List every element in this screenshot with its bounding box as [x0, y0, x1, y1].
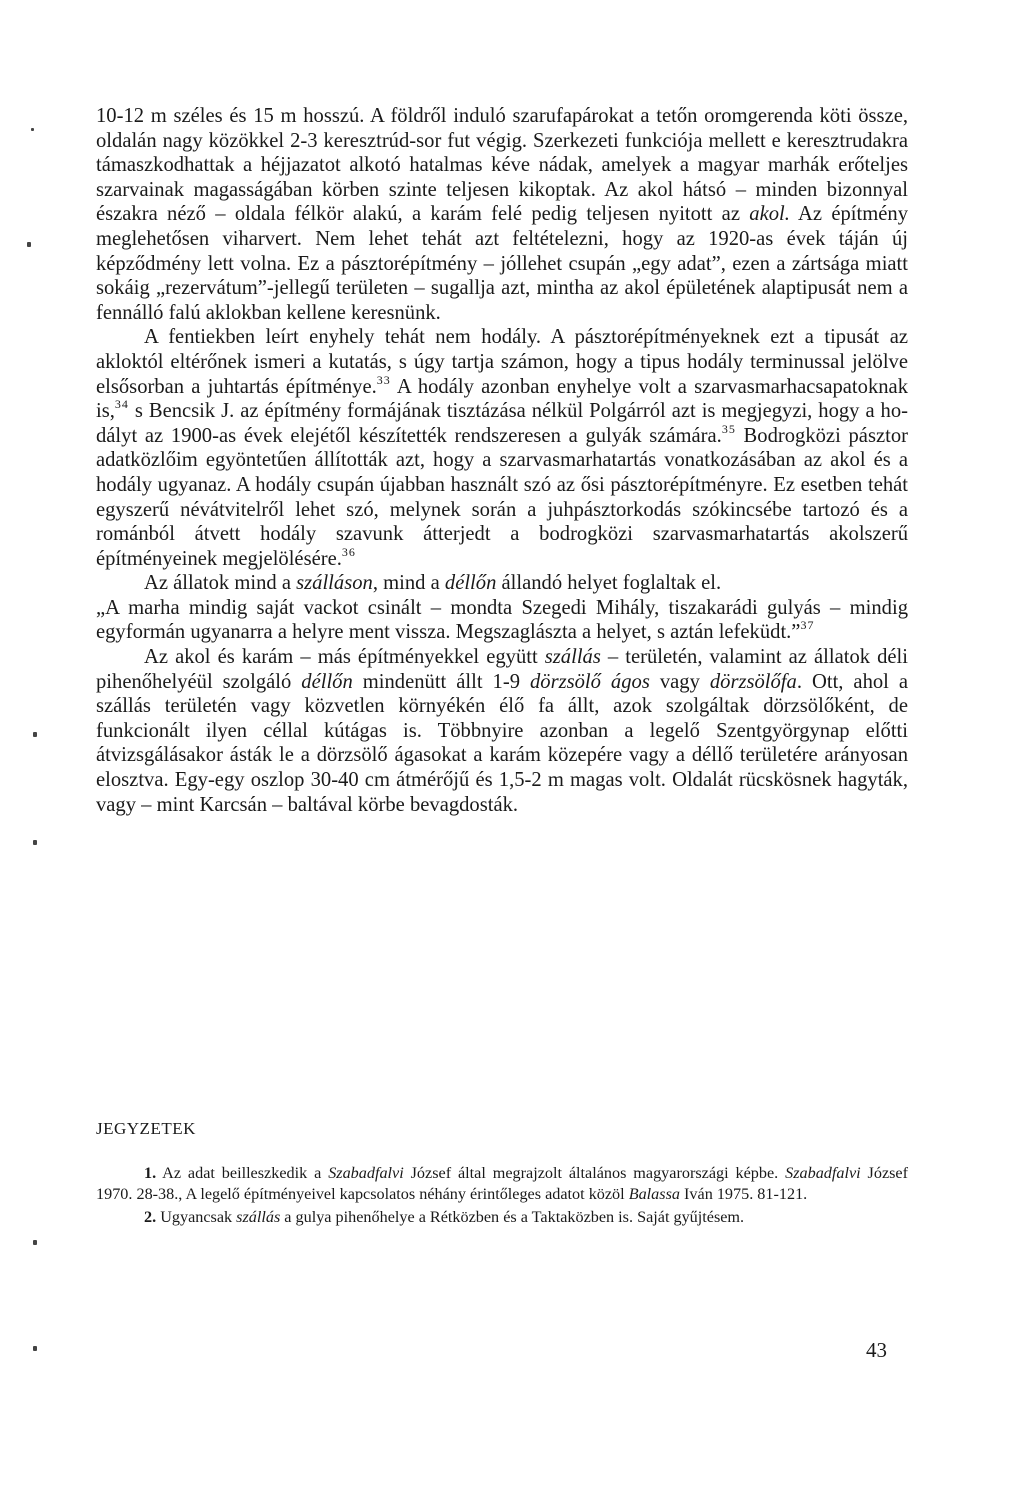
- page-number: 43: [866, 1338, 887, 1362]
- main-text: [96, 104, 908, 817]
- footnote-text: Az adat beilleszkedik a Szabadfalvi József által megrajzolt általános magyarországi képbe. Szabadfalvi József 1970. 28-38., A legelő építményeivel kapcsolatos néhány érintőleges adatot közöl Balassa Iván 1975. 81-121.: [96, 1164, 909, 1203]
- page-body: [96, 104, 908, 817]
- margin-speck: [31, 128, 34, 131]
- footnote: [96, 1163, 908, 1205]
- footnote-number: 2.: [144, 1207, 157, 1226]
- margin-speck: [33, 1240, 37, 1245]
- footnote: [96, 1207, 908, 1228]
- footnotes: [96, 1163, 908, 1229]
- margin-speck: [27, 242, 31, 247]
- footnote-text: Ugyancsak szállás a gulya pihenőhelye a Rétközben és a Taktaközben is. Saját gyűjtésem.: [156, 1207, 745, 1226]
- paragraph: 10-12 m széles és 15 m hosszú. A földről induló szarufapárokat a tetőn oromgerenda köti össze, oldalán nagy közökkel 2-3 keresztrúd-sor fut végig. Szerkezeti funkciója mellett e keresztrudakra támaszkodhattak a héjjazatot alkotó hatalmas kéve nádak, amelyek a magyar marhák erőteljes szarvainak magasságában körben szinte teljesen kikoptak. Az akol hátsó – minden bizonnyal északra néző – oldala félkör alakú, a karám felé pedig teljesen nyitott az akol. Az építmény meglehetősen viharvert. Nem lehet tehát azt feltételezni, hogy az 1920-as évek táján új képződmény lett volna. Ez a pásztorépítmény – jóllehet csupán „egy adat”, ezen a zártsága miatt sokáig „rezervátum”-jellegű területen – sugallja azt, mintha az akol épületének alaptipusát nem a fennálló falú aklokban kellene keresnünk.: [96, 105, 908, 324]
- paragraph: Az akol és karám – más építményekkel együtt szállás – területén, valamint az állatok déli pihenőhelyéül szolgáló déllőn mindenütt állt 1-9 dörzsölő ágos vagy dörzsölőfa. Ott, ahol a szállás területén vagy közvetlen környékén élő fa állt, azok szolgáltak dörzsölőként, de funkcionált ilyen céllal kútágas is. Többnyire azonban a legelő Szentgyörgynap előtti átvizsgálásakor ásták le a dörzsölő ágasokat a karám közepére vagy a déllő területére arányosan elosztva. Egy-egy oszlop 30-40 cm átmérőjű és 1,5-2 m magas volt. Oldalát rücskösnek hagyták, vagy – mint Karcsán – baltával körbe bevagdosták.: [96, 646, 909, 816]
- margin-speck: [33, 1346, 37, 1351]
- paragraph: „A marha mindig saját vackot csinált – mondta Szegedi Mihály, tiszakarádi gulyás – mindig egyformán ugyanarra a helyre ment vissza. Megszaglászta a helyet, s aztán lefeküdt.”$^{37}$: [96, 596, 908, 644]
- notes-heading: JEGYZETEK: [96, 1119, 196, 1138]
- footnote-number: 1.: [144, 1164, 157, 1182]
- margin-speck: [33, 732, 37, 737]
- paragraph: A fentiekben leírt enyhely tehát nem hodály. A pásztorépítményeknek ezt a tipusát az akloktól eltérőnek ismeri a kutatás, s úgy tartja számon, hogy a tipus hodály terminussal jelölve elsősorban a juhtartás építménye.$^{33}$ A hodály azonban enyhelye volt a szarvasmarhacsapatoknak is,$^{34}$ s Bencsik J. az építmény formájának tisztázása nélkül Polgárról azt is megjegyzi, hogy a hodályt az 1900-as évek elejétől készítették rendszeresen a gulyák számára.$^{35}$ Bodrogközi pásztor adatközlőim egyöntetűen állították azt, hogy a szarvasmarhatartás vonatkozásában az akol és a hodály ugyanaz. A hodály csupán újabban használt szó az ősi pásztorépítményre. Ez esetben tehát egyszerű névátvitelről lehet szó, melynek során a juhpásztorkodás szókincsébe tartozó és a románból átvett hodály szavunk átterjedt a bodrogközi szarvasmarhatartás akolszerű építményeinek megjelölésére.$^{36}$: [96, 326, 908, 570]
- paragraph: Az állatok mind a szálláson, mind a déllőn állandó helyet foglaltak el.: [144, 572, 722, 595]
- margin-speck: [33, 840, 37, 845]
